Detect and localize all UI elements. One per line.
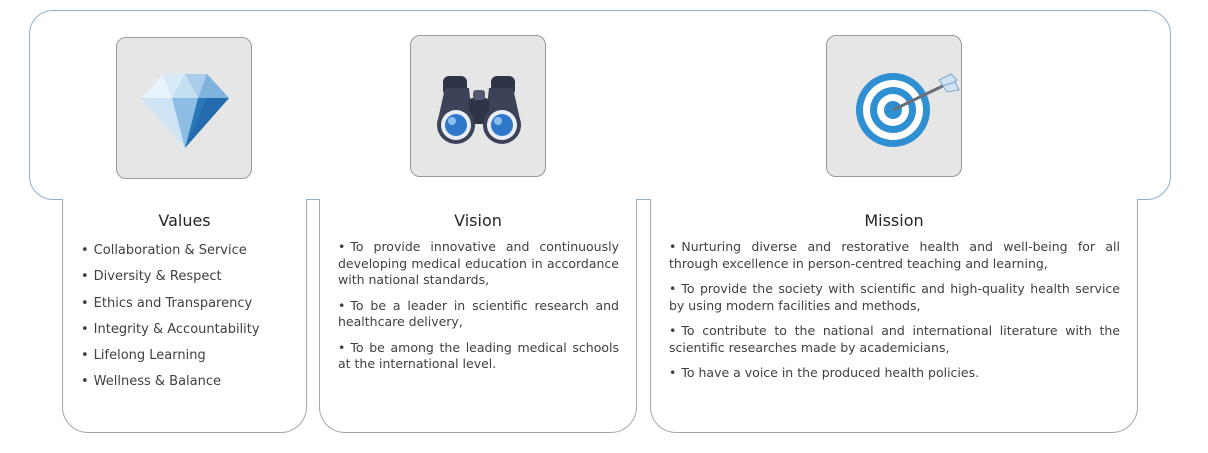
values-icon-box — [116, 37, 252, 179]
diamond-icon — [117, 38, 253, 180]
list-item: • To be a leader in scientific research and healthcare delivery, — [338, 297, 619, 329]
list-item: • To have a voice in the produced health policies. — [669, 365, 980, 380]
list-item: • Lifelong Learning — [81, 348, 206, 364]
vision-title: Vision — [454, 211, 502, 230]
list-item: • Nurturing diverse and restorative health and well-being for all through excellence in person-centred teaching and learning, — [669, 239, 1120, 271]
binoculars-icon — [411, 36, 547, 178]
list-item: • To provide the society with scientific and high-quality health service by using modern facilities and methods, — [669, 281, 1120, 313]
values-list — [81, 242, 306, 390]
list-item: • Collaboration & Service — [81, 243, 247, 258]
mission-list — [669, 239, 1120, 382]
list-item: • Integrity & Accountability — [81, 321, 260, 337]
mission-card — [650, 199, 1138, 433]
list-item: • Wellness & Balance — [81, 374, 222, 390]
list-item: • Ethics and Transparency — [81, 295, 253, 311]
values-title: Values — [158, 211, 211, 230]
values-card — [62, 199, 307, 433]
list-item: • Diversity & Respect — [81, 269, 222, 285]
vision-card — [319, 199, 637, 433]
list-item: • To contribute to the national and international literature with the scientific researches made by academicians, — [669, 323, 1120, 355]
target-arrow-icon — [827, 36, 963, 178]
list-item: • To be among the leading medical schools at the international level. — [338, 339, 619, 371]
vision-list — [338, 239, 619, 373]
mission-title: Mission — [864, 211, 924, 230]
vision-icon-box — [410, 35, 546, 177]
list-item: • To provide innovative and continuously developing medical education in accordance with national standards, — [338, 239, 619, 287]
mission-icon-box — [826, 35, 962, 177]
